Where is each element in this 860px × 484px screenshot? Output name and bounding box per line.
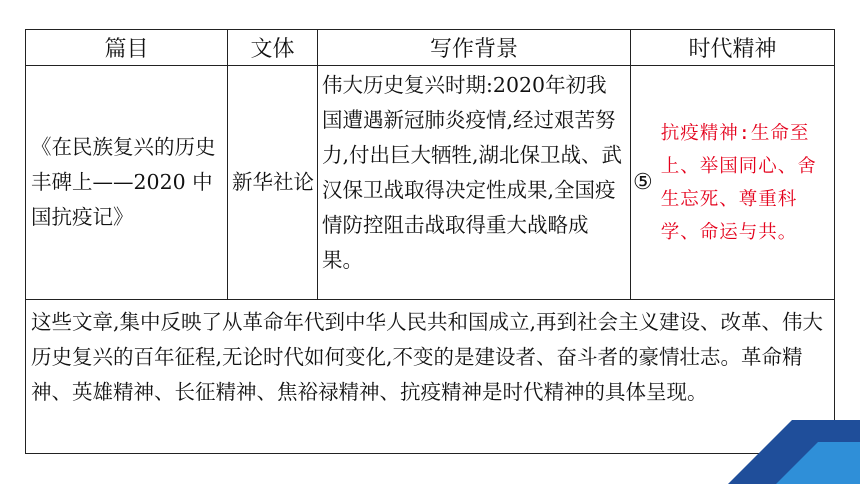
background-text: 伟大历史复兴时期:2020年初我国遭遇新冠肺炎疫情,经过艰苦努力,付出巨大牺牲,湖北保卫战、武汉保卫战取得决定性成果,全国疫情防控阻击战取得重大战略成果。 [322,73,623,272]
header-genre-column: 文体 [227,29,318,66]
work-title-cell [25,65,228,300]
spirit-answer-text: 抗疫精神:生命至上、举国同心、舍生忘死、尊重科学、命运与共。 [660,122,817,243]
header-title-column: 篇目 [25,29,228,66]
header-background-column: 写作背景 [317,29,631,66]
work-title: 《在民族复兴的历史丰碑上——2020 中国抗疫记》 [31,135,216,229]
summary-text: 这些文章,集中反映了从革命年代到中华人民共和国成立,再到社会主义建设、改革、伟大历史复兴的百年征程,无论时代如何变化,不变的是建设者、奋斗者的豪情壮志。革命精神、英雄精神、长征精神、焦裕禄精神、抗疫精神是时代精神的具体呈现。 [31,310,824,404]
header-spirit-column: 时代精神 [630,29,835,66]
genre-text: 新华社论 [232,170,314,194]
spirit-cell [630,65,835,300]
genre-cell [227,65,318,300]
corner-decoration [700,420,860,484]
content-table [25,29,835,454]
background-cell [317,65,631,300]
answer-number: ⑤ [633,170,653,195]
